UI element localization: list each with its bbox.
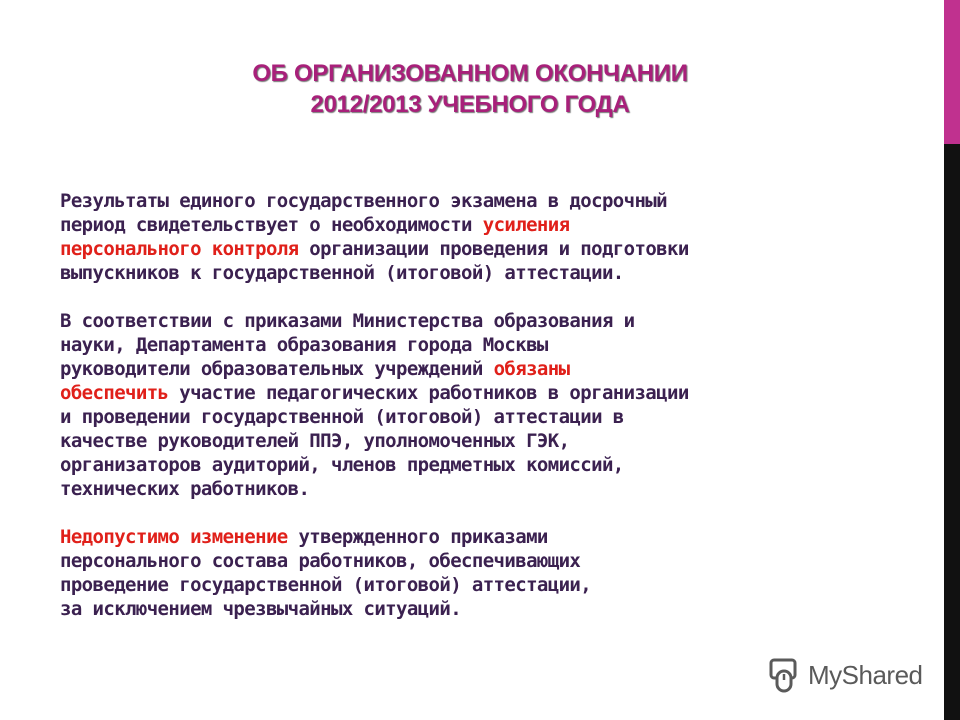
body-text: организации проведения и подготовки — [298, 238, 689, 260]
text-line — [60, 189, 900, 213]
text-line — [60, 549, 900, 573]
paragraph-1 — [60, 189, 900, 285]
body-text: выпускников к государственной (итоговой) аттестации. — [60, 262, 624, 284]
emphasis-text: персонального контроля — [60, 238, 299, 260]
paragraph-2 — [60, 309, 900, 501]
text-line — [60, 381, 900, 405]
text-line — [60, 597, 900, 621]
body-text: участие педагогических работников в организации — [168, 382, 689, 404]
slide-body — [60, 189, 900, 645]
body-text: и проведении государственной (итоговой) аттестации в — [60, 406, 624, 428]
text-line — [60, 453, 900, 477]
body-text: период свидетельствует о необходимости — [60, 214, 483, 236]
watermark-logo — [768, 656, 923, 694]
text-line — [60, 309, 900, 333]
edge-dark-stripe — [944, 144, 960, 720]
text-line — [60, 405, 900, 429]
title-line-2: 2012/2013 УЧЕБНОГО ГОДА — [310, 91, 630, 118]
emphasis-text: обязаны — [493, 358, 570, 380]
body-text: проведение государственной (итоговой) аттестации, — [60, 574, 592, 596]
body-text: персонального состава работников, обеспечивающих — [60, 550, 581, 572]
text-line — [60, 429, 900, 453]
watermark-text: MyShared — [808, 659, 923, 690]
text-line — [60, 237, 900, 261]
text-line — [60, 261, 900, 285]
text-line — [60, 333, 900, 357]
text-line — [60, 213, 900, 237]
text-line — [60, 357, 900, 381]
body-text: руководители образовательных учреждений — [60, 358, 494, 380]
body-text: за исключением чрезвычайных ситуаций. — [60, 598, 462, 620]
body-text: Результаты единого государственного экзамена в досрочный — [60, 190, 667, 212]
emphasis-text: обеспечить — [60, 382, 169, 404]
body-text: В соответствии с приказами Министерства образования и — [60, 310, 635, 332]
title-line-1: ОБ ОРГАНИЗОВАННОМ ОКОНЧАНИИ — [252, 60, 688, 87]
text-line — [60, 525, 900, 549]
body-text: качестве руководителей ППЭ, уполномоченных ГЭК, — [60, 430, 570, 452]
text-line — [60, 477, 900, 501]
edge-accent-stripe — [944, 0, 960, 144]
slide-title — [60, 58, 880, 120]
body-text: утвержденного приказами — [287, 526, 548, 548]
slide-edge-bar — [944, 0, 960, 720]
text-line — [60, 573, 900, 597]
emphasis-text: Недопустимо изменение — [60, 526, 288, 548]
paragraph-3 — [60, 525, 900, 621]
mouse-screen-icon — [768, 657, 802, 693]
body-text: технических работников. — [60, 478, 310, 500]
body-text: организаторов аудиторий, членов предметных комиссий, — [60, 454, 624, 476]
body-text: науки, Департамента образования города Москвы — [60, 334, 548, 356]
emphasis-text: усиления — [482, 214, 570, 236]
